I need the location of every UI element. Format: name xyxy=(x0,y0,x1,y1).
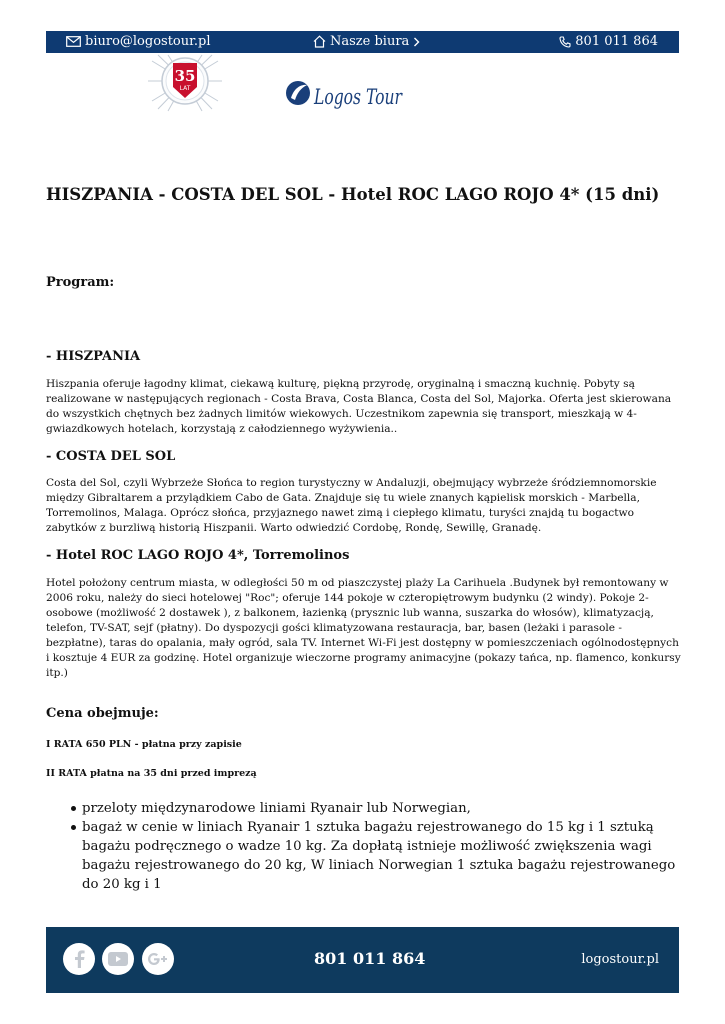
youtube-button[interactable] xyxy=(102,943,134,975)
logo-text: Logos Tour xyxy=(313,85,404,109)
envelope-icon xyxy=(66,36,81,47)
logos-tour-logo[interactable] xyxy=(285,76,405,116)
chevron-right-icon xyxy=(413,37,420,47)
price-rata-2: II RATA płatna na 35 dni przed imprezą xyxy=(46,768,257,779)
program-heading: Program: xyxy=(46,275,115,290)
section-heading: - Hotel ROC LAGO ROJO 4*, Torremolinos xyxy=(46,548,350,563)
page-title: HISZPANIA - COSTA DEL SOL - Hotel ROC LAGO ROJO 4* (15 dni) xyxy=(46,185,660,204)
email-text: biuro@logostour.pl xyxy=(85,34,211,49)
footer-phone[interactable]: 801 011 864 xyxy=(314,949,426,968)
top-bar xyxy=(46,31,679,53)
list-item: przeloty międzynarodowe liniami Ryanair lub Norwegian, xyxy=(82,799,682,818)
facebook-icon xyxy=(72,950,86,968)
phone-icon xyxy=(559,36,571,48)
youtube-icon xyxy=(108,952,128,966)
offices-link[interactable] xyxy=(313,34,420,49)
facebook-button[interactable] xyxy=(63,943,95,975)
price-rata-1: I RATA 650 PLN - płatna przy zapisie xyxy=(46,739,242,750)
section-text: Costa del Sol, czyli Wybrzeże Słońca to region turystyczny w Andaluzji, obejmujący wybrzeże śródziemnomorskie między Gibraltarem a przylądkiem Cabo de Gata. Znajduje się tu wiele znanych kąpielisk morskich - Marbella, Torremolinos, Malaga. Oprócz słońca, przyjaznego nawet zimą i ciepłego klimatu, turyści znajdą tu bogactwo zabytków z burzliwą historią Hiszpanii. Warto odwiedzić Cordobę, Rondę, Sewillę, Granadę. xyxy=(46,477,657,534)
price-includes-list xyxy=(82,799,682,894)
section-heading: - HISZPANIA xyxy=(46,349,141,364)
price-heading: Cena obejmuje: xyxy=(46,706,159,721)
offices-text: Nasze biura xyxy=(330,34,410,49)
google-plus-icon xyxy=(147,952,169,966)
footer-website-link[interactable]: logostour.pl xyxy=(581,952,659,967)
badge-number: 35 xyxy=(174,67,196,85)
google-plus-button[interactable] xyxy=(142,943,174,975)
section-text: Hotel położony centrum miasta, w odległości 50 m od piaszczystej plaży La Carihuela .Budynek był remontowany w 2006 roku, należy do sieci hotelowej "Roc"; oferuje 144 pokoje w czteropiętrowym budynku (2 windy). Pokoje 2-osobowe (możliwość 2 dostawek ), z balkonem, łazienką (prysznic lub wanna, suszarka do włosów), klimatyzacją, telefon, TV-SAT, sejf (płatny). Do dyspozycji gości klimatyzowana restauracja, bar, basen (leżaki i parasole - bezpłatne), taras do opalania, mały ogród, sala TV. Internet Wi-Fi jest dostępny w pomieszczeniach ogólnodostępnych i kosztuje 4 EUR za godzinę. Hotel organizuje wieczorne programy animacyjne (pokazy tańca, np. flamenco, konkursy itp.) xyxy=(46,577,681,679)
section-heading: - COSTA DEL SOL xyxy=(46,449,176,464)
home-icon xyxy=(313,35,326,48)
section-text: Hiszpania oferuje łagodny klimat, ciekawą kulturę, piękną przyrodę, oryginalną i smaczną kuchnię. Pobyty są realizowane w następujących regionach - Costa Brava, Costa Blanca, Costa del Sol, Majorka. Oferta jest skierowana do wszystkich chętnych bez żadnych limitów wiekowych. Uczestnikom zapewnia się transport, mieszkają w 4-gwiazdkowych hotelach, korzystają z całodziennego wyżywienia.. xyxy=(46,378,672,435)
anniversary-badge xyxy=(146,53,224,113)
phone-link[interactable] xyxy=(559,34,658,49)
footer xyxy=(46,927,679,993)
list-item: bagaż w cenie w liniach Ryanair 1 sztuka bagażu rejestrowanego do 15 kg i 1 sztuką bagażu podręcznego o wadze 10 kg. Za dopłatą istnieje możliwość zwiększenia wagi bagażu rejestrowanego do 20 kg, W liniach Norwegian 1 sztuka bagażu rejestrowanego do 20 kg i 1 xyxy=(82,818,682,894)
phone-text: 801 011 864 xyxy=(575,34,658,49)
email-link[interactable] xyxy=(66,34,211,49)
badge-label: LAT xyxy=(179,85,191,92)
